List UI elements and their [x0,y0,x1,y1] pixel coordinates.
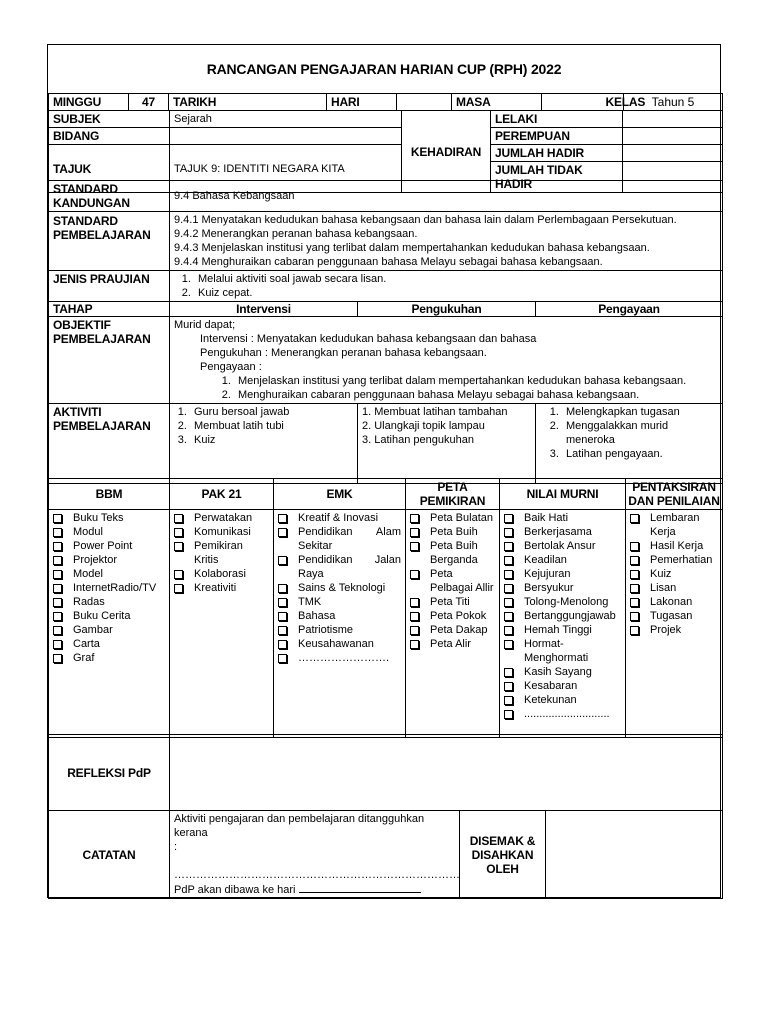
lelaki-label: LELAKI [491,111,623,128]
emk-label: Patriotisme [298,624,354,636]
nilai-label: Berkerjasama [524,526,592,538]
bbm-item[interactable] [53,609,165,623]
peta-label: Peta Buih [430,526,478,538]
nilai-item[interactable] [504,525,621,539]
pentaksiran-item[interactable] [630,623,718,637]
checklist-block [48,478,723,738]
checkbox-icon[interactable] [53,556,62,565]
peta-item[interactable] [410,525,495,539]
subjek-value[interactable]: Sejarah [170,111,402,128]
nilai-label: Ketekunan [524,694,577,706]
checkbox-icon[interactable] [504,584,513,593]
tahap-pengukuhan: Pengukuhan [358,302,536,317]
checkbox-icon[interactable] [504,710,513,719]
checkbox-icon[interactable] [278,514,287,523]
sp-item: 9.4.4 Menghuraikan cabaran penggunaan bahasa Melayu sebagai bahasa kebangsaan. [174,256,603,268]
bbm-list [49,510,170,738]
checkbox-icon[interactable] [630,598,639,607]
pentaksiran-list [626,510,723,738]
checkbox-icon[interactable] [174,514,183,523]
kelas-label: KELAS [602,94,624,111]
lelaki-value[interactable] [623,111,723,128]
bbm-label: Radas [73,596,105,608]
tahap-pengayaan: Pengayaan [536,302,723,317]
masa-label: MASA [452,94,542,111]
bbm-label: Buku Teks [73,512,124,524]
checkbox-icon[interactable] [174,528,183,537]
refleksi-label: REFLEKSI PdP [49,735,170,811]
jenis-pentaksiran-label: JENIS PRAUJIAN [49,271,170,302]
checkbox-icon[interactable] [53,598,62,607]
kelas-value[interactable]: Tahun 5 [624,94,723,111]
pentaksiran-label: Projek [650,624,682,636]
pentaksiran-label: Hasil Kerja [650,540,704,552]
bbm-label: Model [73,568,103,580]
bbm-label: Power Point [73,540,133,552]
pentaksiran-item[interactable] [630,539,718,553]
pentaksiran-item[interactable] [630,553,718,567]
checkbox-icon[interactable] [504,682,513,691]
catatan-line3 [174,882,455,897]
refleksi-value[interactable] [170,735,723,811]
pentaksiran-label: Lembaran Kerja [650,512,700,538]
emk-item[interactable] [278,525,401,553]
standard-kandungan-label: STANDARD KANDUNGAN [49,181,170,212]
checkbox-icon[interactable] [630,570,639,579]
checkbox-icon[interactable] [410,542,419,551]
checkbox-icon[interactable] [53,654,62,663]
aktiviti-pengayaan-item: 2. Menggalakkan murid meneroka [562,419,718,447]
aktiviti-label: AKTIVITI PEMBELAJARAN [49,404,170,484]
hari-value[interactable] [397,94,452,111]
aktiviti-pengayaan-item: 1. Melengkapkan tugasan [562,405,718,419]
nilai-label: Kejujuran [524,568,571,580]
bbm-label: Buku Cerita [73,610,131,622]
checkbox-icon[interactable] [278,612,287,621]
checkbox-icon[interactable] [504,570,513,579]
tarikh-label: TARIKH [169,94,289,111]
standard-pembelajaran-list [170,212,723,271]
aktiviti-pengukuhan [358,404,536,484]
checkbox-icon[interactable] [504,640,513,649]
checkbox-icon[interactable] [410,570,419,579]
bbm-label: Graf [73,652,95,664]
pentaksiran-item[interactable] [630,595,718,609]
objektif-intro: Murid dapat; [174,319,236,331]
emk-header: EMK [274,479,406,510]
pak21-item[interactable] [174,525,269,539]
jp-item: 2. Kuiz cepat. [194,286,718,300]
checkbox-icon[interactable] [410,640,419,649]
nilai-label: ............................ [524,708,610,720]
subjek-label: SUBJEK [49,111,170,128]
peta-item[interactable] [410,567,495,595]
peta-header: PETA PEMIKIRAN [406,479,500,510]
nilai-list [500,510,626,738]
hari-label: HARI [327,94,397,111]
jp-item: 1. Melalui aktiviti soal jawab secara lisan. [194,272,718,286]
sp-item: 9.4.3 Menjelaskan institusi yang terlibat dalam mempertahankan kedudukan bahasa kebangsaan. [174,242,650,254]
perempuan-label: PEREMPUAN [491,128,623,145]
aktiviti-pengayaan-item: 3. Latihan pengayaan. [562,447,718,461]
checkbox-icon[interactable] [53,626,62,635]
aktiviti-intervensi [170,404,358,484]
checkbox-icon[interactable] [278,640,287,649]
checkbox-icon[interactable] [504,514,513,523]
peta-item[interactable] [410,511,495,525]
tajuk-value[interactable]: TAJUK 9: IDENTITI NEGARA KITA [170,145,402,193]
pentaksiran-item[interactable] [630,511,718,539]
checkbox-icon[interactable] [504,626,513,635]
page-title: RANCANGAN PENGAJARAN HARIAN CUP (RPH) 2022 [206,61,562,77]
pentaksiran-label: Kuiz [650,568,672,580]
nilai-label: Keadilan [524,554,567,566]
nilai-label: Hemah Tinggi [524,624,592,636]
nilai-item[interactable] [504,581,621,595]
standard-kandungan-value[interactable]: 9.4 Bahasa Kebangsaan [170,181,723,212]
jenis-pentaksiran-list [170,271,723,302]
checkbox-icon[interactable] [410,612,419,621]
jumlah-tidak-hadir-label: JUMLAH TIDAK HADIR [491,162,623,193]
checkbox-icon[interactable] [630,612,639,621]
pak21-item[interactable] [174,581,269,595]
checkbox-icon[interactable] [53,584,62,593]
checkbox-icon[interactable] [53,612,62,621]
checkbox-icon[interactable] [53,514,62,523]
bbm-item[interactable] [53,567,165,581]
emk-item[interactable] [278,623,401,637]
bbm-label: Modul [73,526,103,538]
bbm-item[interactable] [53,581,165,595]
bbm-item[interactable] [53,651,165,665]
peta-label: Peta Dakap [430,624,488,636]
jumlah-hadir-label: JUMLAH HADIR [491,145,623,162]
emk-list [274,510,406,738]
nilai-item[interactable] [504,539,621,553]
aktiviti-intervensi-item: 2. Membuat latih tubi [190,419,353,433]
pak21-item[interactable] [174,539,269,567]
catatan-dots: …………………………………………………………………… [174,869,460,881]
checkbox-icon[interactable] [53,542,62,551]
pentaksiran-item[interactable] [630,609,718,623]
emk-label: Bahasa [298,610,336,622]
peta-label: Peta Titi [430,596,470,608]
emk-item[interactable] [278,511,401,525]
nilai-item[interactable] [504,665,621,679]
pentaksiran-label: Lakonan [650,596,693,608]
checkbox-icon[interactable] [630,542,639,551]
nilai-label: Bersyukur [524,582,574,594]
checkbox-icon[interactable] [278,584,287,593]
nilai-item[interactable] [504,679,621,693]
objektif-intervensi: Intervensi : Menyatakan kedudukan bahasa kebangsaan dan bahasa [200,333,537,345]
disemak-label: DISEMAK & DISAHKAN OLEH [460,811,546,899]
checkbox-icon[interactable] [53,640,62,649]
emk-item[interactable] [278,553,401,581]
minggu-value[interactable]: 47 [129,94,169,111]
objektif-pengayaan: Pengayaan : [200,361,262,373]
aktiviti-pengukuhan-item: 3. Latihan pengukuhan [362,434,474,446]
peta-label: Peta Pokok [430,610,487,622]
pentaksiran-item[interactable] [630,581,718,595]
nilai-label: Kesabaran [524,680,578,692]
peta-item[interactable] [410,637,495,651]
bbm-item[interactable] [53,553,165,567]
catatan-line3-text: PdP akan dibawa ke hari [174,884,296,896]
checkbox-icon[interactable] [278,528,287,537]
checkbox-icon[interactable] [410,626,419,635]
peta-item[interactable] [410,623,495,637]
peta-label: Peta Alir [430,638,471,650]
tahap-label: TAHAP [49,302,170,317]
checkbox-icon[interactable] [504,668,513,677]
checkbox-icon[interactable] [504,696,513,705]
nilai-label: Baik Hati [524,512,569,524]
nilai-label: Bertolak Ansur [524,540,596,552]
bbm-item[interactable] [53,539,165,553]
disemak-value[interactable] [546,811,723,899]
emk-item[interactable] [278,581,401,595]
bbm-item[interactable] [53,595,165,609]
pak21-list [170,510,274,738]
peta-item[interactable] [410,595,495,609]
checkbox-icon[interactable] [630,584,639,593]
pentaksiran-label: Pemerhatian [650,554,713,566]
nilai-item[interactable] [504,637,621,665]
nilai-item[interactable] [504,609,621,623]
pak21-item[interactable] [174,511,269,525]
nilai-label: Bertanggungjawab [524,610,616,622]
minggu-label: MINGGU [49,94,129,111]
rph-sheet [47,44,721,898]
emk-label: TMK [298,596,322,608]
bbm-label: Carta [73,638,100,650]
checkbox-icon[interactable] [53,528,62,537]
nilai-label: Hormat-Menghormati [524,638,589,664]
pak21-label: Kreativiti [194,582,237,594]
standard-pembelajaran-label: STANDARD PEMBELAJARAN [49,212,170,271]
bbm-header: BBM [49,479,170,510]
nilai-item[interactable] [504,595,621,609]
checkbox-icon[interactable] [504,598,513,607]
bidang-value[interactable] [170,128,402,145]
pentaksiran-label: Lisan [650,582,677,594]
catatan-line2: : [174,841,178,853]
aktiviti-intervensi-item: 1. Guru bersoal jawab [190,405,353,419]
pentaksiran-item[interactable] [630,567,718,581]
checkbox-icon[interactable] [630,556,639,565]
bbm-label: Projektor [73,554,118,566]
nilai-header: NILAI MURNI [500,479,626,510]
emk-item[interactable] [278,609,401,623]
sp-item: 9.4.1 Menyatakan kedudukan bahasa kebangsaan dan bahasa lain dalam Perlembagaan Persekutuan. [174,214,677,226]
objektif-content [170,317,723,404]
emk-item[interactable] [278,595,401,609]
aktiviti-intervensi-item: 3. Kuiz [190,433,353,447]
peta-item[interactable] [410,609,495,623]
pak21-header: PAK 21 [170,479,274,510]
nilai-item[interactable] [504,511,621,525]
kehadiran-label: KEHADIRAN [402,111,491,193]
emk-label: ……………………. [298,652,390,664]
checkbox-icon[interactable] [504,612,513,621]
peta-label: Peta Pelbagai Allir [430,568,494,594]
checkbox-icon[interactable] [504,556,513,565]
bbm-label: Gambar [73,624,113,636]
checkbox-icon[interactable] [630,626,639,635]
nilai-label: Kasih Sayang [524,666,592,678]
bbm-item[interactable] [53,511,165,525]
tahap-intervensi: Intervensi [170,302,358,317]
objektif-pengayaan-item: 2. Menghuraikan cabaran penggunaan bahasa Melayu sebagai bahasa kebangsaan. [234,388,718,402]
emk-item[interactable] [278,637,401,651]
date-blank[interactable] [299,882,421,893]
checkbox-icon[interactable] [410,514,419,523]
jumlah-hadir-value[interactable] [623,145,723,162]
pak21-label: Kolaborasi [194,568,246,580]
pak21-item[interactable] [174,567,269,581]
header-row [48,93,723,111]
checkbox-icon[interactable] [504,542,513,551]
peta-label: Peta Bulatan [430,512,493,524]
bbm-item[interactable] [53,637,165,651]
perempuan-value[interactable] [623,128,723,145]
bbm-label: InternetRadio/TV [73,582,157,594]
checkbox-icon[interactable] [630,514,639,523]
pak21-label: Pemikiran Kritis [194,540,243,566]
peta-item[interactable] [410,539,495,567]
checkbox-icon[interactable] [504,528,513,537]
pentaksiran-header: PENTAKSIRAN DAN PENILAIAN [626,479,723,510]
nilai-item[interactable] [504,693,621,707]
aktiviti-pengukuhan-item: 2. Ulangkaji topik lampau [362,420,485,432]
checkbox-icon[interactable] [174,542,183,551]
sp-item: 9.4.2 Menerangkan peranan bahasa kebangsaan. [174,228,418,240]
catatan-content[interactable] [170,811,460,899]
tarikh-value[interactable] [289,94,327,111]
masa-value[interactable] [542,94,602,111]
aktiviti-pengukuhan-item: 1. Membuat latihan tambahan [362,406,508,418]
pak21-label: Perwatakan [194,512,253,524]
pak21-label: Komunikasi [194,526,251,538]
bbm-item[interactable] [53,623,165,637]
objektif-label: OBJEKTIF PEMBELAJARAN [49,317,170,404]
checkbox-icon[interactable] [174,584,183,593]
objektif-pengukuhan: Pengukuhan : Menerangkan peranan bahasa kebangsaan. [200,347,487,359]
checkbox-icon[interactable] [53,570,62,579]
checkbox-icon[interactable] [278,556,287,565]
bidang-label: BIDANG [49,128,170,145]
nilai-label: Tolong-Menolong [524,596,609,608]
emk-label: Pendidikan Alam Sekitar [298,526,401,552]
peta-list [406,510,500,738]
checkbox-icon[interactable] [174,570,183,579]
tajuk-label: TAJUK [49,145,170,193]
checkbox-icon[interactable] [278,626,287,635]
bbm-item[interactable] [53,525,165,539]
nilai-item[interactable] [504,553,621,567]
nilai-item[interactable] [504,707,621,721]
checkbox-icon[interactable] [278,654,287,663]
catatan-line1: Aktiviti pengajaran dan pembelajaran ditangguhkan kerana [174,813,425,839]
plan-block [48,180,723,484]
checkbox-icon[interactable] [278,598,287,607]
emk-label: Sains & Teknologi [298,582,386,594]
nilai-item[interactable] [504,567,621,581]
objektif-pengayaan-item: 1. Menjelaskan institusi yang terlibat dalam mempertahankan kedudukan bahasa kebangsaan. [234,374,718,388]
catatan-label: CATATAN [49,811,170,899]
emk-label: Pendidikan Jalan Raya [298,554,401,580]
aktiviti-pengayaan [536,404,723,484]
emk-label: Kreatif & Inovasi [298,512,379,524]
peta-label: Peta Buih Berganda [430,540,478,566]
nilai-item[interactable] [504,623,621,637]
checkbox-icon[interactable] [410,528,419,537]
emk-item[interactable] [278,651,401,665]
checkbox-icon[interactable] [410,598,419,607]
pentaksiran-label: Tugasan [650,610,693,622]
footer-block [48,734,723,899]
emk-label: Keusahawanan [298,638,374,650]
